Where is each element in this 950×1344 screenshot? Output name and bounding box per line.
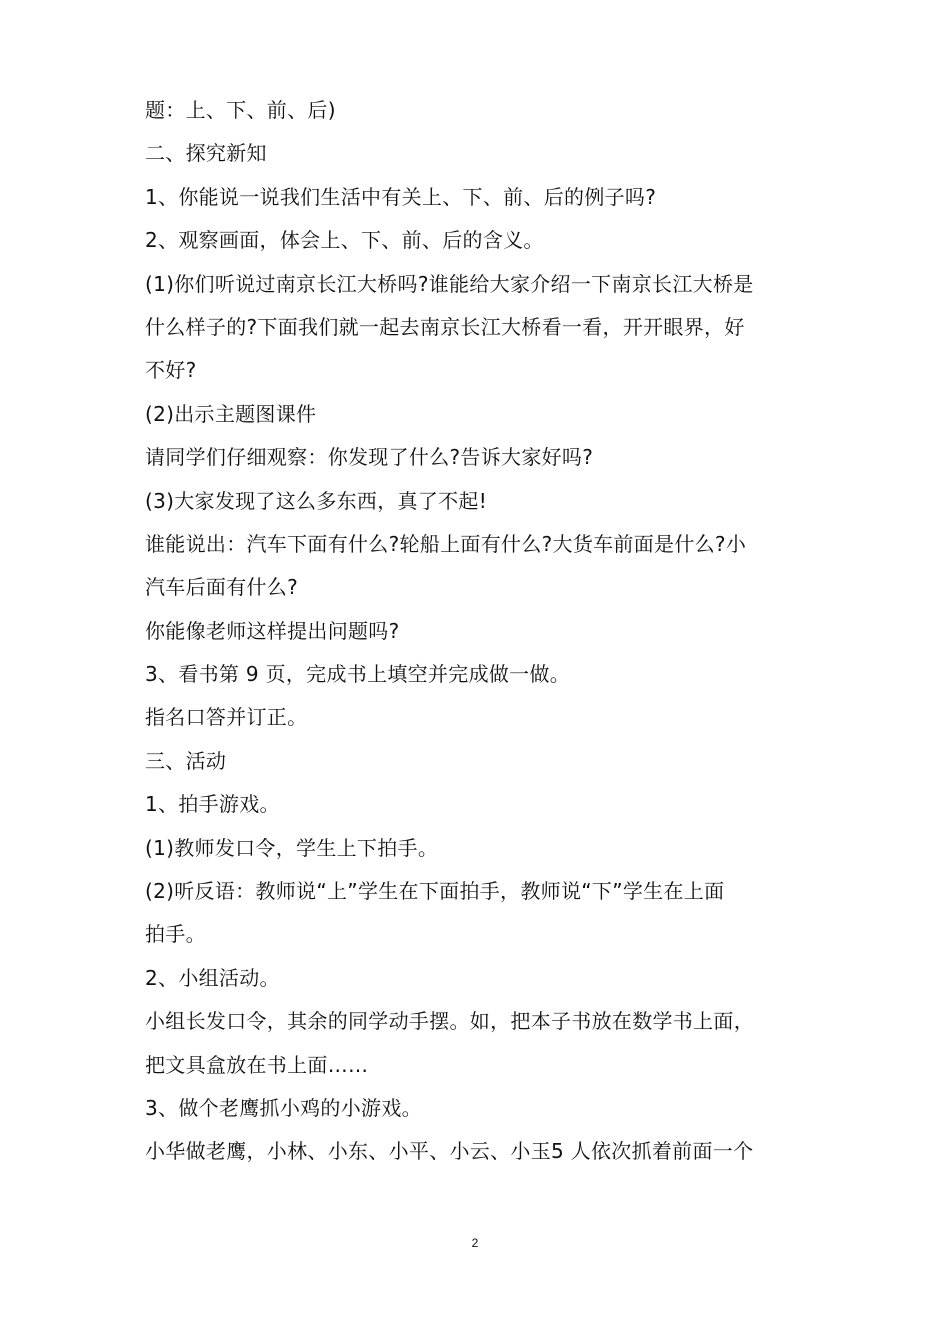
- text-line: 不好?: [145, 358, 197, 383]
- text-line: (2)出示主题图课件: [145, 401, 317, 426]
- text-line: 1、拍手游戏。: [145, 792, 280, 817]
- text-line: (1)教师发口令，学生上下拍手。: [145, 835, 439, 860]
- text-line: 请同学们仔细观察：你发现了什么?告诉大家好吗?: [145, 445, 594, 470]
- text-line: 小华做老鹰，小林、小东、小平、小云、小玉5 人依次抓着前面一个: [145, 1139, 754, 1164]
- text-line: 题：上、下、前、后): [145, 98, 336, 122]
- text-line: 谁能说出：汽车下面有什么?轮船上面有什么?大货车前面是什么?小: [145, 531, 747, 556]
- text-line: (3)大家发现了这么多东西，真了不起!: [145, 488, 488, 513]
- page-number: 2: [471, 1236, 479, 1250]
- text-line: 2、观察画面，体会上、下、前、后的含义。: [145, 228, 544, 253]
- text-line: 2、小组活动。: [145, 965, 280, 990]
- text-line: 把文具盒放在书上面……: [145, 1052, 369, 1077]
- text-line: 1、你能说一说我们生活中有关上、下、前、后的例子吗?: [145, 184, 657, 209]
- text-line: (1)你们听说过南京长江大桥吗?谁能给大家介绍一下南京长江大桥是: [145, 271, 754, 296]
- text-line: (2)听反语：教师说“上”学生在下面拍手，教师说“下”学生在上面: [145, 879, 725, 904]
- document-body: [145, 89, 825, 1174]
- text-line: 什么样子的?下面我们就一起去南京长江大桥看一看，开开眼界，好: [145, 314, 745, 339]
- section-heading: 三、活动: [145, 748, 227, 773]
- text-line: 你能像老师这样提出问题吗?: [145, 618, 400, 643]
- text-line: 指名口答并订正。: [145, 705, 308, 730]
- text-line: 3、做个老鹰抓小鸡的小游戏。: [145, 1095, 422, 1120]
- text-line: 汽车后面有什么?: [145, 575, 299, 600]
- text-line: 3、看书第 9 页，完成书上填空并完成做一做。: [145, 662, 571, 687]
- text-line: 拍手。: [145, 922, 206, 947]
- text-line: 小组长发口令，其余的同学动手摆。如，把本子书放在数学书上面，: [145, 1009, 754, 1034]
- section-heading: 二、探究新知: [145, 141, 267, 166]
